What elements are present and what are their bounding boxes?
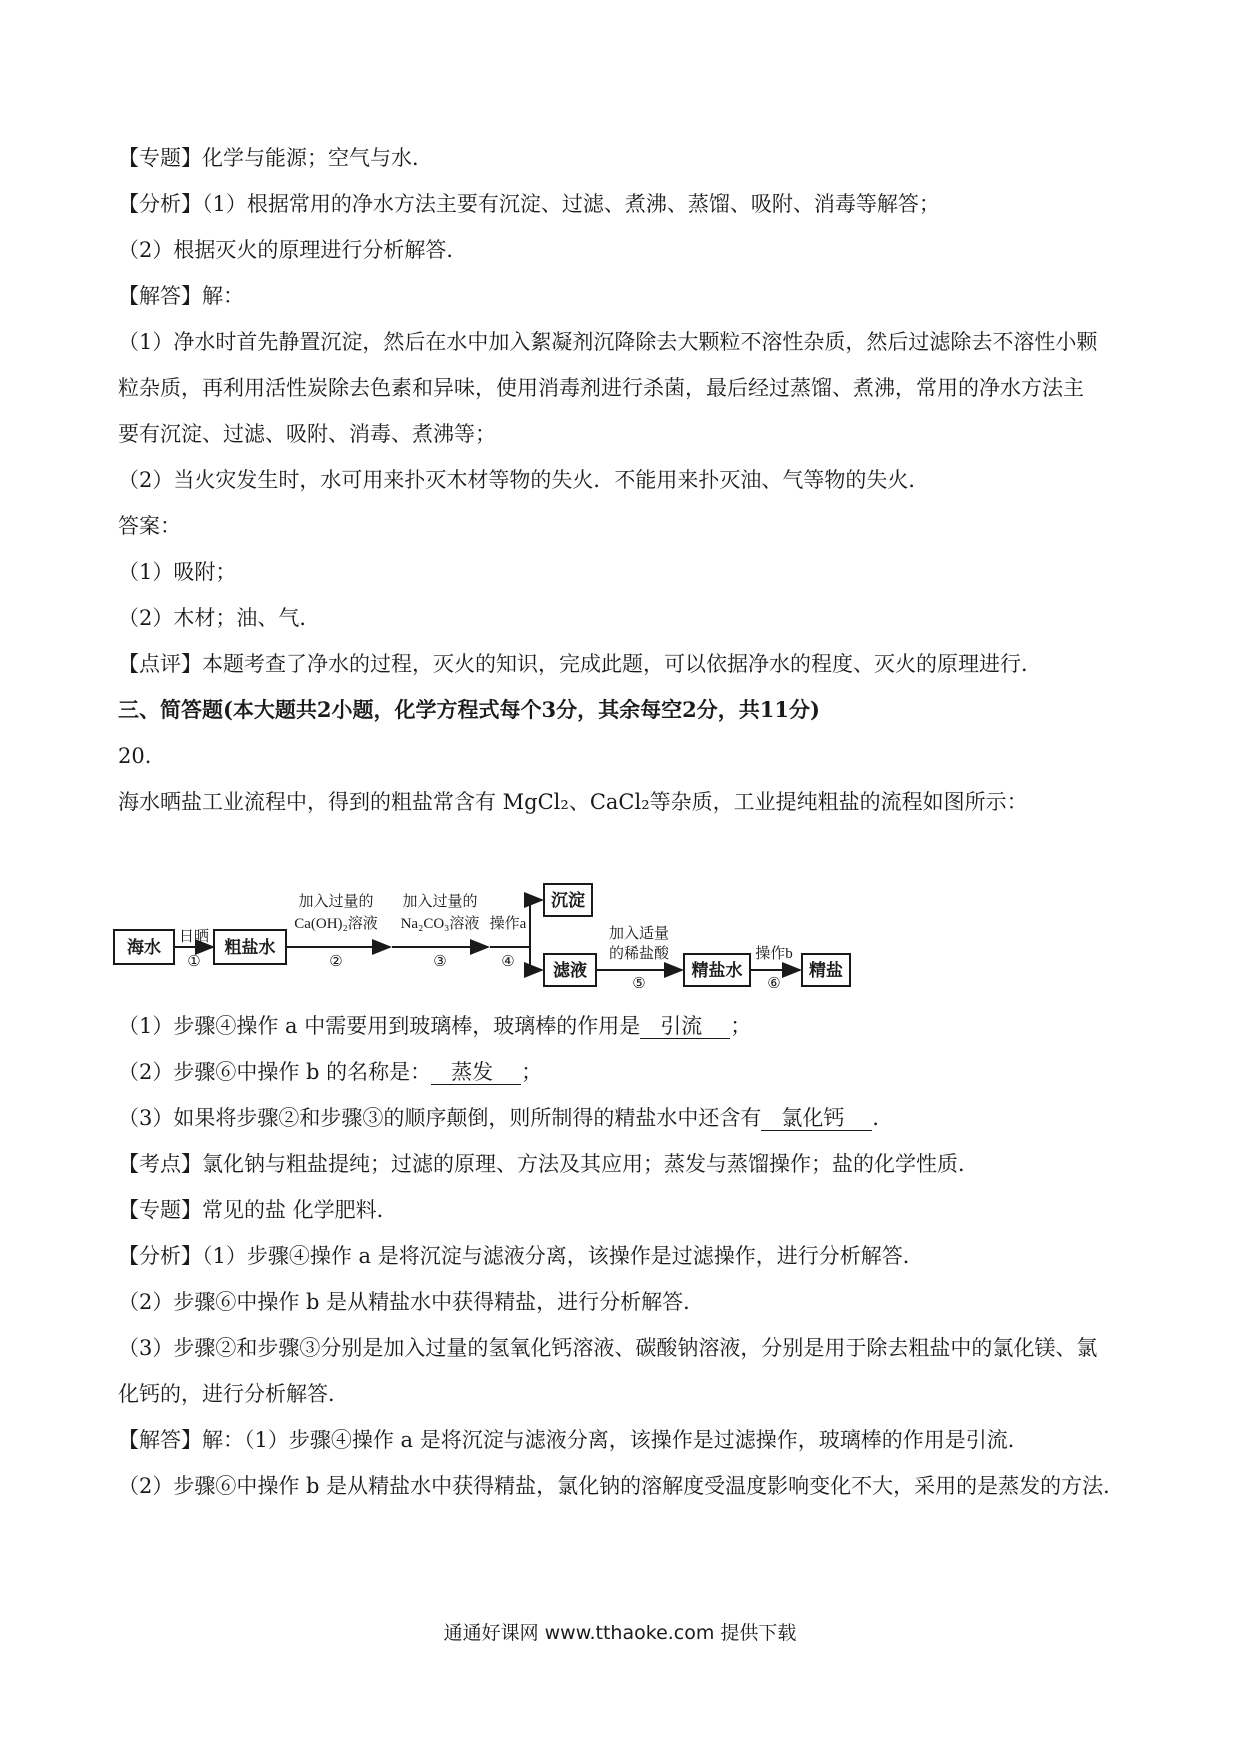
subquestion-1 — [118, 1012, 751, 1040]
answer-line-3: 要有沉淀、过滤、吸附、消毒、煮沸等； — [118, 422, 496, 446]
flow-step3-label-2: Na₂CO₃溶液 — [400, 916, 480, 932]
analysis-line: 【分析】（1）根据常用的净水方法主要有沉淀、过滤、煮沸、蒸馏、吸附、消毒等解答； — [118, 192, 940, 216]
flow-label-seawater: 海水 — [127, 938, 161, 957]
analysis-line-2: （2）根据灭火的原理进行分析解答． — [118, 238, 468, 262]
analysis-line-4: （2）步骤⑥中操作 b 是从精盐水中获得精盐，进行分析解答． — [118, 1290, 705, 1314]
flow-step3-label-1: 加入过量的 — [402, 894, 478, 910]
question-number: 20. — [118, 744, 152, 768]
section-heading: 三、简答题(本大题共2小题，化学方程式每个3分，其余每空2分，共11分) — [118, 697, 820, 722]
flow-step3-num: ③ — [433, 954, 447, 970]
subquestion-3-text: （3）如果将步骤②和步骤③的顺序颠倒，则所制得的精盐水中还含有 — [118, 1106, 762, 1130]
answer-line-4: （2）当火灾发生时，水可用来扑灭木材等物的失火．不能用来扑灭油、气等物的失火． — [118, 468, 930, 492]
page-footer: 通通好课网 www.tthaoke.com 提供下载 — [443, 1622, 797, 1644]
flow-label-refined-salt: 精盐 — [809, 961, 843, 980]
answer-line-6: （2）步骤⑥中操作 b 是从精盐水中获得精盐，氯化钠的溶解度受温度影响变化不大，采用的是蒸发的方法． — [118, 1474, 1125, 1498]
flow-step6-num: ⑥ — [767, 976, 781, 988]
flow-step2-num: ② — [329, 954, 343, 970]
flow-label-refined-water: 精盐水 — [691, 961, 743, 980]
answer-line-2: 粒杂质，再利用活性炭除去色素和异味，使用消毒剂进行杀菌，最后经过蒸馏、煮沸，常用的净水方法主 — [118, 376, 1084, 400]
subquestion-3-answer: 氯化钙 — [761, 1106, 872, 1131]
process-flowchart — [112, 878, 872, 988]
question-stem: 海水晒盐工业流程中，得到的粗盐常含有 MgCl₂、CaCl₂等杂质，工业提纯粗盐的流程如图所示： — [118, 790, 1028, 814]
flow-step4-label: 操作a — [489, 916, 527, 932]
answer-label: 答案： — [118, 514, 181, 538]
topic-line: 【专题】化学与能源；空气与水． — [118, 146, 433, 170]
answer-line-5: 【解答】解：（1）步骤④操作 a 是将沉淀与滤液分离，该操作是过滤操作，玻璃棒的作用是引流． — [118, 1428, 1029, 1452]
topic-line-2: 【专题】常见的盐 化学肥料． — [118, 1198, 398, 1222]
answer-item-2: （2）木材；油、气． — [118, 606, 321, 630]
analysis-line-3: 【分析】（1）步骤④操作 a 是将沉淀与滤液分离，该操作是过滤操作，进行分析解答． — [118, 1244, 924, 1268]
exam-point-line: 【考点】氯化钠与粗盐提纯；过滤的原理、方法及其应用；蒸发与蒸馏操作；盐的化学性质． — [118, 1152, 979, 1176]
analysis-line-6: 化钙的，进行分析解答． — [118, 1382, 349, 1406]
subquestion-1-text: （1）步骤④操作 a 中需要用到玻璃棒，玻璃棒的作用是 — [118, 1014, 641, 1038]
subquestion-2-text: （2）步骤⑥中操作 b 的名称是： — [118, 1060, 432, 1084]
flow-label-filtrate: 滤液 — [553, 961, 587, 980]
subquestion-1-answer: 引流 — [640, 1014, 730, 1039]
flow-step2-label-2: Ca(OH)₂溶液 — [294, 916, 378, 932]
flow-step5-label-2: 的稀盐酸 — [608, 946, 670, 962]
flow-label-precipitate: 沉淀 — [551, 891, 585, 910]
analysis-line-5: （3）步骤②和步骤③分别是加入过量的氢氧化钙溶液、碳酸钠溶液，分别是用于除去粗盐中的氯化镁、氯 — [118, 1336, 1098, 1360]
comment-line: 【点评】本题考查了净水的过程，灭火的知识，完成此题，可以依据净水的程度、灭火的原理进行． — [118, 652, 1042, 676]
flow-step1-num: ① — [187, 954, 201, 970]
flow-step5-label-1: 加入适量 — [608, 926, 670, 942]
subquestion-2-end: ； — [521, 1060, 543, 1084]
subquestion-3 — [118, 1104, 893, 1132]
flow-step1-label: 日晒 — [178, 929, 210, 945]
subquestion-3-end: ． — [872, 1106, 894, 1130]
answer-heading: 【解答】解： — [118, 284, 244, 308]
answer-line-1: （1）净水时首先静置沉淀，然后在水中加入絮凝剂沉降除去大颗粒不溶性杂质，然后过滤除去不溶性小颗 — [118, 330, 1098, 354]
subquestion-2-answer: 蒸发 — [431, 1060, 521, 1085]
subquestion-2 — [118, 1058, 542, 1086]
subquestion-1-end: ； — [730, 1014, 752, 1038]
flow-step2-label-1: 加入过量的 — [298, 894, 374, 910]
flow-step4-num: ④ — [501, 954, 515, 970]
answer-item-1: （1）吸附； — [118, 560, 237, 584]
flow-step6-label: 操作b — [755, 946, 793, 962]
flow-step5-num: ⑤ — [632, 976, 646, 988]
flow-label-crude: 粗盐水 — [224, 938, 276, 957]
